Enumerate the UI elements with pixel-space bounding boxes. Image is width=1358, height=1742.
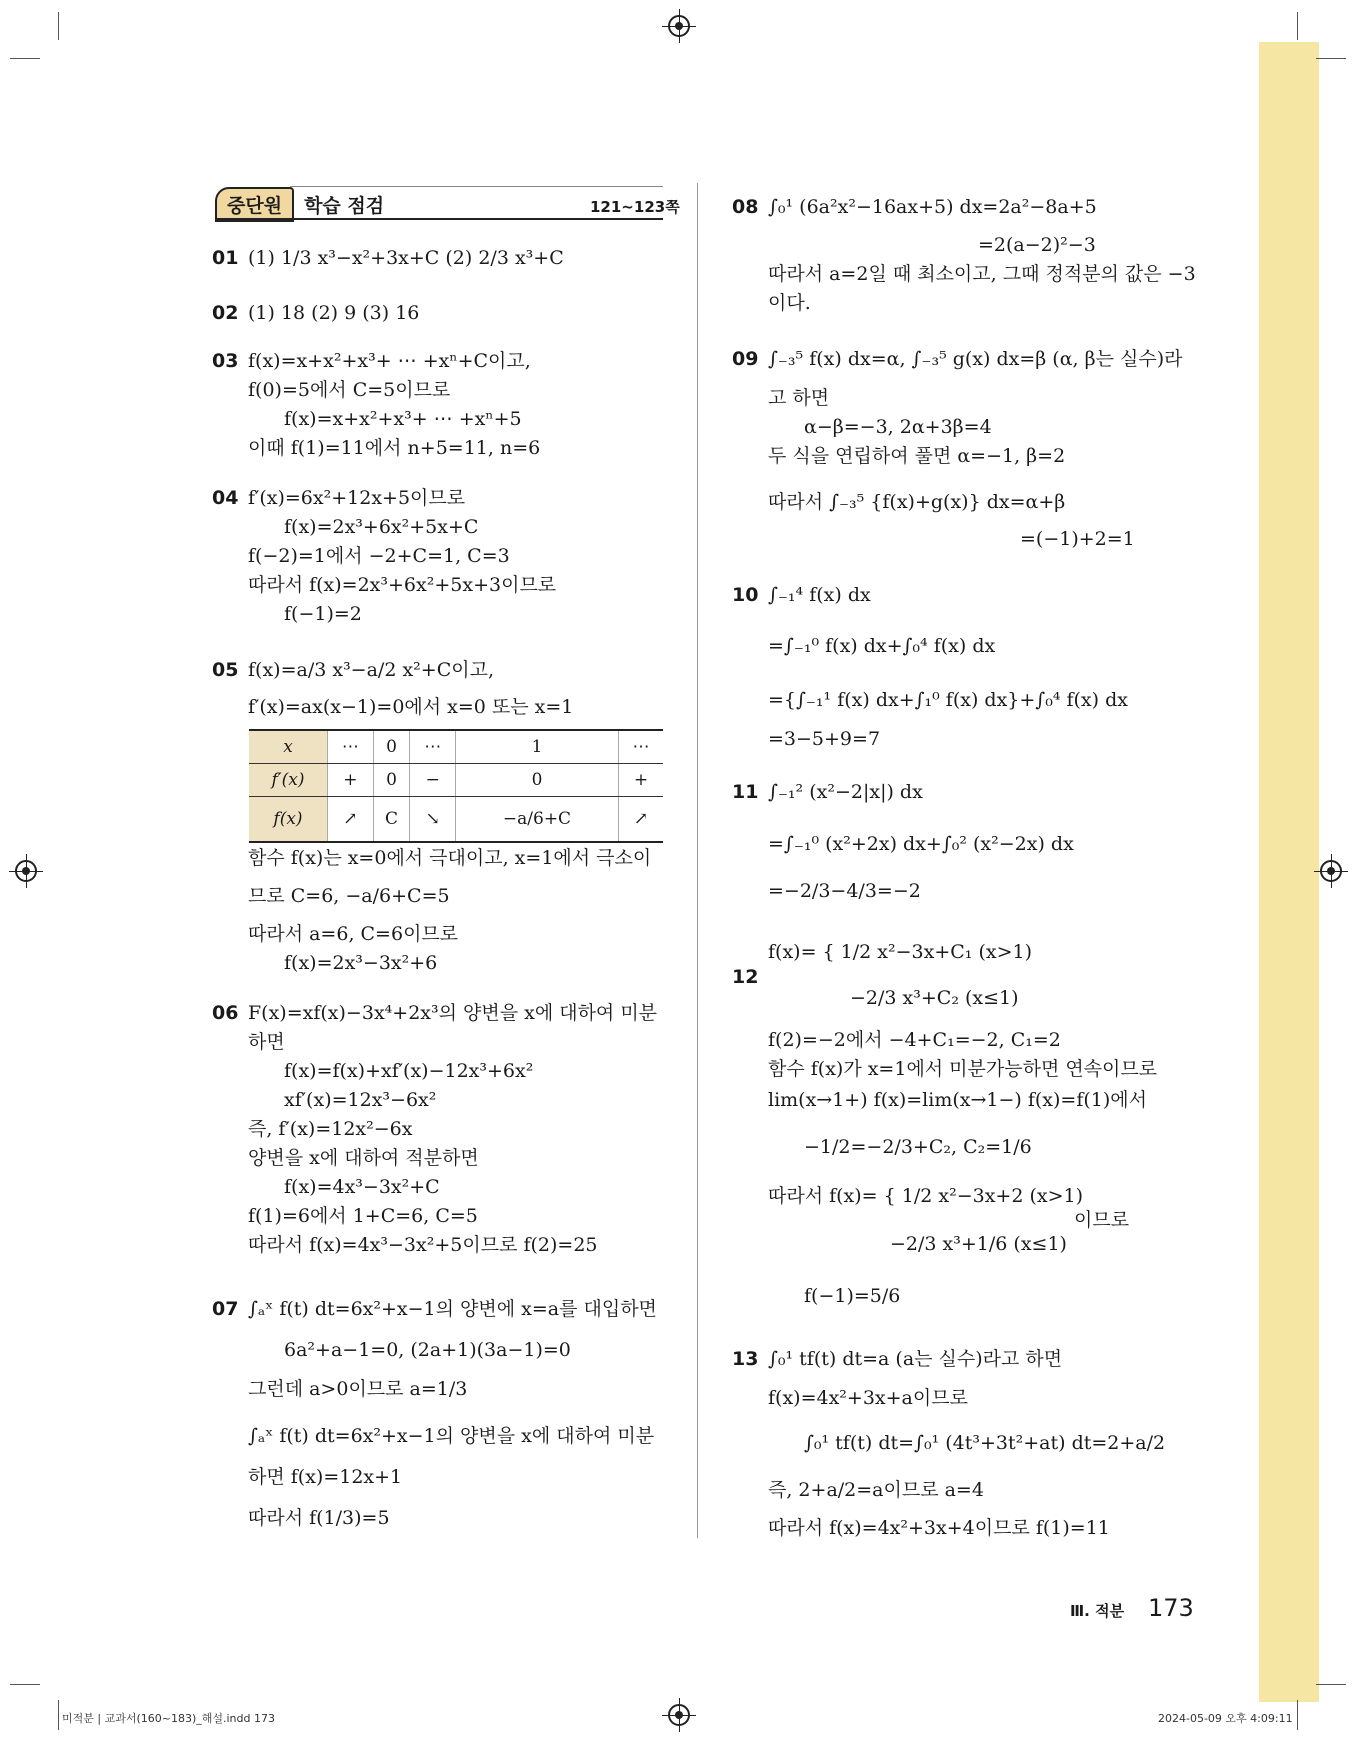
solution-line: 양변을 x에 대하여 적분하면 xyxy=(248,1147,479,1169)
table-cell: 1 xyxy=(456,730,619,764)
solution-line: f(x)=a/3 x³−a/2 x²+C이고, xyxy=(248,659,494,681)
table-cell: ⋯ xyxy=(410,730,456,764)
registration-mark xyxy=(668,1704,690,1726)
solution-line: 따라서 f(x)=4x²+3x+4이므로 f(1)=11 xyxy=(768,1517,1110,1539)
solution-line: =∫₋₁⁰ (x²+2x) dx+∫₀² (x²−2x) dx xyxy=(768,833,1074,855)
problem-number: 06 xyxy=(212,1002,239,1024)
table-cell: 0 xyxy=(373,730,410,764)
section-header xyxy=(215,188,390,220)
solution-line: =2(a−2)²−3 xyxy=(978,234,1096,256)
solution-line: f(x)= { 1/2 x²−3x+C₁ (x>1) xyxy=(768,941,1032,963)
problem-number: 02 xyxy=(212,302,239,324)
solution-line: 하면 xyxy=(248,1031,285,1053)
solution-line: 따라서 f(x)=4x³−3x²+5이므로 f(2)=25 xyxy=(248,1234,598,1256)
page-range: 121~123쪽 xyxy=(590,198,680,216)
print-slug-date: 2024-05-09 오후 4:09:11 xyxy=(1158,1712,1293,1725)
solution-line: 따라서 f(1/3)=5 xyxy=(248,1507,390,1529)
problem-number: 10 xyxy=(732,584,759,606)
solution-line: ∫ₐˣ f(t) dt=6x²+x−1의 양변에 x=a를 대입하면 xyxy=(248,1298,657,1320)
solution-line: −2/3 x³+C₂ (x≤1) xyxy=(850,987,1019,1009)
solution-line: ={∫₋₁¹ f(x) dx+∫₁⁰ f(x) dx}+∫₀⁴ f(x) dx xyxy=(768,689,1128,711)
solution-line: 므로 C=6, −a/6+C=5 xyxy=(248,885,450,907)
solution-line: 따라서 ∫₋₃⁵ {f(x)+g(x)} dx=α+β xyxy=(768,491,1066,513)
table-cell: ↘ xyxy=(410,797,456,843)
solution-line: =−2/3−4/3=−2 xyxy=(768,880,921,902)
solution-line: (1) 1/3 x³−x²+3x+C (2) 2/3 x³+C xyxy=(248,247,564,269)
solution-line: f(2)=−2에서 −4+C₁=−2, C₁=2 xyxy=(768,1029,1061,1051)
solution-line: ∫₀¹ tf(t) dt=a (a는 실수)라고 하면 xyxy=(768,1348,1063,1370)
solution-line: =∫₋₁⁰ f(x) dx+∫₀⁴ f(x) dx xyxy=(768,635,996,657)
solution-line: f(−1)=5/6 xyxy=(804,1285,901,1307)
solution-line: 6a²+a−1=0, (2a+1)(3a−1)=0 xyxy=(284,1339,571,1361)
crop-mark xyxy=(10,58,40,59)
page-number: 173 xyxy=(1148,1594,1194,1622)
solution-line: f(0)=5에서 C=5이므로 xyxy=(248,379,451,401)
table-cell: ⋯ xyxy=(618,730,663,764)
problem-number: 01 xyxy=(212,247,239,269)
table-cell: + xyxy=(328,764,374,797)
solution-line: lim(x→1+) f(x)=lim(x→1−) f(x)=f(1)에서 xyxy=(768,1089,1147,1111)
section-title: 학습 점검 xyxy=(304,194,385,217)
solution-line: ∫₋₃⁵ f(x) dx=α, ∫₋₃⁵ g(x) dx=β (α, β는 실수)라 xyxy=(768,348,1183,370)
solution-line: 따라서 a=2일 때 최소이고, 그때 정적분의 값은 −3 xyxy=(768,263,1196,285)
problem-number: 12 xyxy=(732,966,759,988)
solution-line: (1) 18 (2) 9 (3) 16 xyxy=(248,302,420,324)
table-cell: + xyxy=(618,764,663,797)
solution-line: f(x)=x+x²+x³+ ⋯ +xⁿ+5 xyxy=(284,408,522,430)
solution-line: 하면 f(x)=12x+1 xyxy=(248,1466,403,1488)
crop-mark xyxy=(1316,58,1346,59)
registration-mark xyxy=(15,860,37,882)
print-slug-file: 미적분 | 교과서(160~183)_해설.indd 173 xyxy=(62,1712,275,1725)
problem-number: 07 xyxy=(212,1298,239,1320)
footer-section: Ⅲ. 적분 xyxy=(1070,1602,1125,1620)
solution-line: 따라서 f(x)= { 1/2 x²−3x+2 (x>1) xyxy=(768,1185,1084,1207)
table-row xyxy=(249,764,663,797)
increase-decrease-table xyxy=(249,729,663,843)
table-cell: − xyxy=(410,764,456,797)
problem-number: 08 xyxy=(732,196,759,218)
solution-line: −2/3 x³+1/6 (x≤1) xyxy=(890,1233,1067,1255)
table-cell: ↗ xyxy=(328,797,374,843)
registration-mark xyxy=(668,15,690,37)
solution-line: ∫₀¹ (6a²x²−16ax+5) dx=2a²−8a+5 xyxy=(768,196,1097,218)
solution-line: f(x)=x+x²+x³+ ⋯ +xⁿ+C이고, xyxy=(248,350,531,372)
side-color-bar xyxy=(1259,42,1319,1702)
crop-mark xyxy=(1297,1700,1298,1730)
solution-line: =3−5+9=7 xyxy=(768,728,881,750)
table-cell: ↗ xyxy=(618,797,663,843)
section-tab: 중단원 xyxy=(215,187,294,222)
solution-line: 이때 f(1)=11에서 n+5=11, n=6 xyxy=(248,437,541,459)
solution-line: f′(x)=6x²+12x+5이므로 xyxy=(248,487,466,509)
solution-line: f(−1)=2 xyxy=(284,603,362,625)
crop-mark xyxy=(10,1684,40,1685)
crop-mark xyxy=(58,12,59,40)
table-row xyxy=(249,730,663,764)
problem-number: 05 xyxy=(212,659,239,681)
table-row xyxy=(249,797,663,843)
table-cell: 0 xyxy=(456,764,619,797)
table-header-cell: f(x) xyxy=(249,797,328,843)
table-cell: −a/6+C xyxy=(456,797,619,843)
solution-line: ∫₋₁² (x²−2|x|) dx xyxy=(768,781,923,803)
solution-line: 따라서 f(x)=2x³+6x²+5x+3이므로 xyxy=(248,574,557,596)
header-rule xyxy=(215,218,663,220)
problem-number: 09 xyxy=(732,348,759,370)
crop-mark xyxy=(58,1700,59,1730)
solution-line: f(−2)=1에서 −2+C=1, C=3 xyxy=(248,545,510,567)
solution-line: 함수 f(x)가 x=1에서 미분가능하면 연속이므로 xyxy=(768,1058,1158,1080)
problem-number: 11 xyxy=(732,781,759,803)
solution-line: 고 하면 xyxy=(768,387,830,409)
table-header-cell: f′(x) xyxy=(249,764,328,797)
table-cell: ⋯ xyxy=(328,730,374,764)
solution-line: =(−1)+2=1 xyxy=(1020,528,1135,550)
solution-line: f(x)=2x³+6x²+5x+C xyxy=(284,516,479,538)
solution-line: 따라서 a=6, C=6이므로 xyxy=(248,923,459,945)
solution-line: 그런데 a>0이므로 a=1/3 xyxy=(248,1378,468,1400)
solution-line: α−β=−3, 2α+3β=4 xyxy=(804,416,992,438)
crop-mark xyxy=(1297,12,1298,40)
registration-mark xyxy=(1320,860,1342,882)
solution-line: ∫₀¹ tf(t) dt=∫₀¹ (4t³+3t²+at) dt=2+a/2 xyxy=(804,1432,1166,1454)
column-divider xyxy=(697,183,698,1538)
header-top-rule xyxy=(290,186,663,187)
problem-number: 03 xyxy=(212,350,239,372)
solution-line: −1/2=−2/3+C₂, C₂=1/6 xyxy=(804,1136,1032,1158)
solution-line: F(x)=xf(x)−3x⁴+2x³의 양변을 x에 대하여 미분 xyxy=(248,1002,658,1024)
solution-line: ∫₋₁⁴ f(x) dx xyxy=(768,584,871,606)
solution-line: 이다. xyxy=(768,292,811,314)
table-cell: 0 xyxy=(373,764,410,797)
solution-line: ∫ₐˣ f(t) dt=6x²+x−1의 양변을 x에 대하여 미분 xyxy=(248,1425,655,1447)
solution-line: f(x)=4x³−3x²+C xyxy=(284,1176,440,1198)
solution-line: 두 식을 연립하여 풀면 α=−1, β=2 xyxy=(768,445,1066,467)
table-cell: C xyxy=(373,797,410,843)
solution-line: f(x)=f(x)+xf′(x)−12x³+6x² xyxy=(284,1060,534,1082)
solution-line: 즉, 2+a/2=a이므로 a=4 xyxy=(768,1479,984,1501)
solution-line: f′(x)=ax(x−1)=0에서 x=0 또는 x=1 xyxy=(248,696,574,718)
table-header-cell: x xyxy=(249,730,328,764)
solution-line: 이므로 xyxy=(1074,1209,1130,1231)
solution-line: f(x)=4x²+3x+a이므로 xyxy=(768,1387,968,1409)
crop-mark xyxy=(1316,1684,1346,1685)
solution-line: xf′(x)=12x³−6x² xyxy=(284,1089,437,1111)
problem-number: 04 xyxy=(212,487,239,509)
problem-number: 13 xyxy=(732,1348,759,1370)
solution-line: f(x)=2x³−3x²+6 xyxy=(284,952,438,974)
solution-line: f(1)=6에서 1+C=6, C=5 xyxy=(248,1205,478,1227)
solution-line: 함수 f(x)는 x=0에서 극대이고, x=1에서 극소이 xyxy=(248,847,652,869)
solution-line: 즉, f′(x)=12x²−6x xyxy=(248,1118,413,1140)
